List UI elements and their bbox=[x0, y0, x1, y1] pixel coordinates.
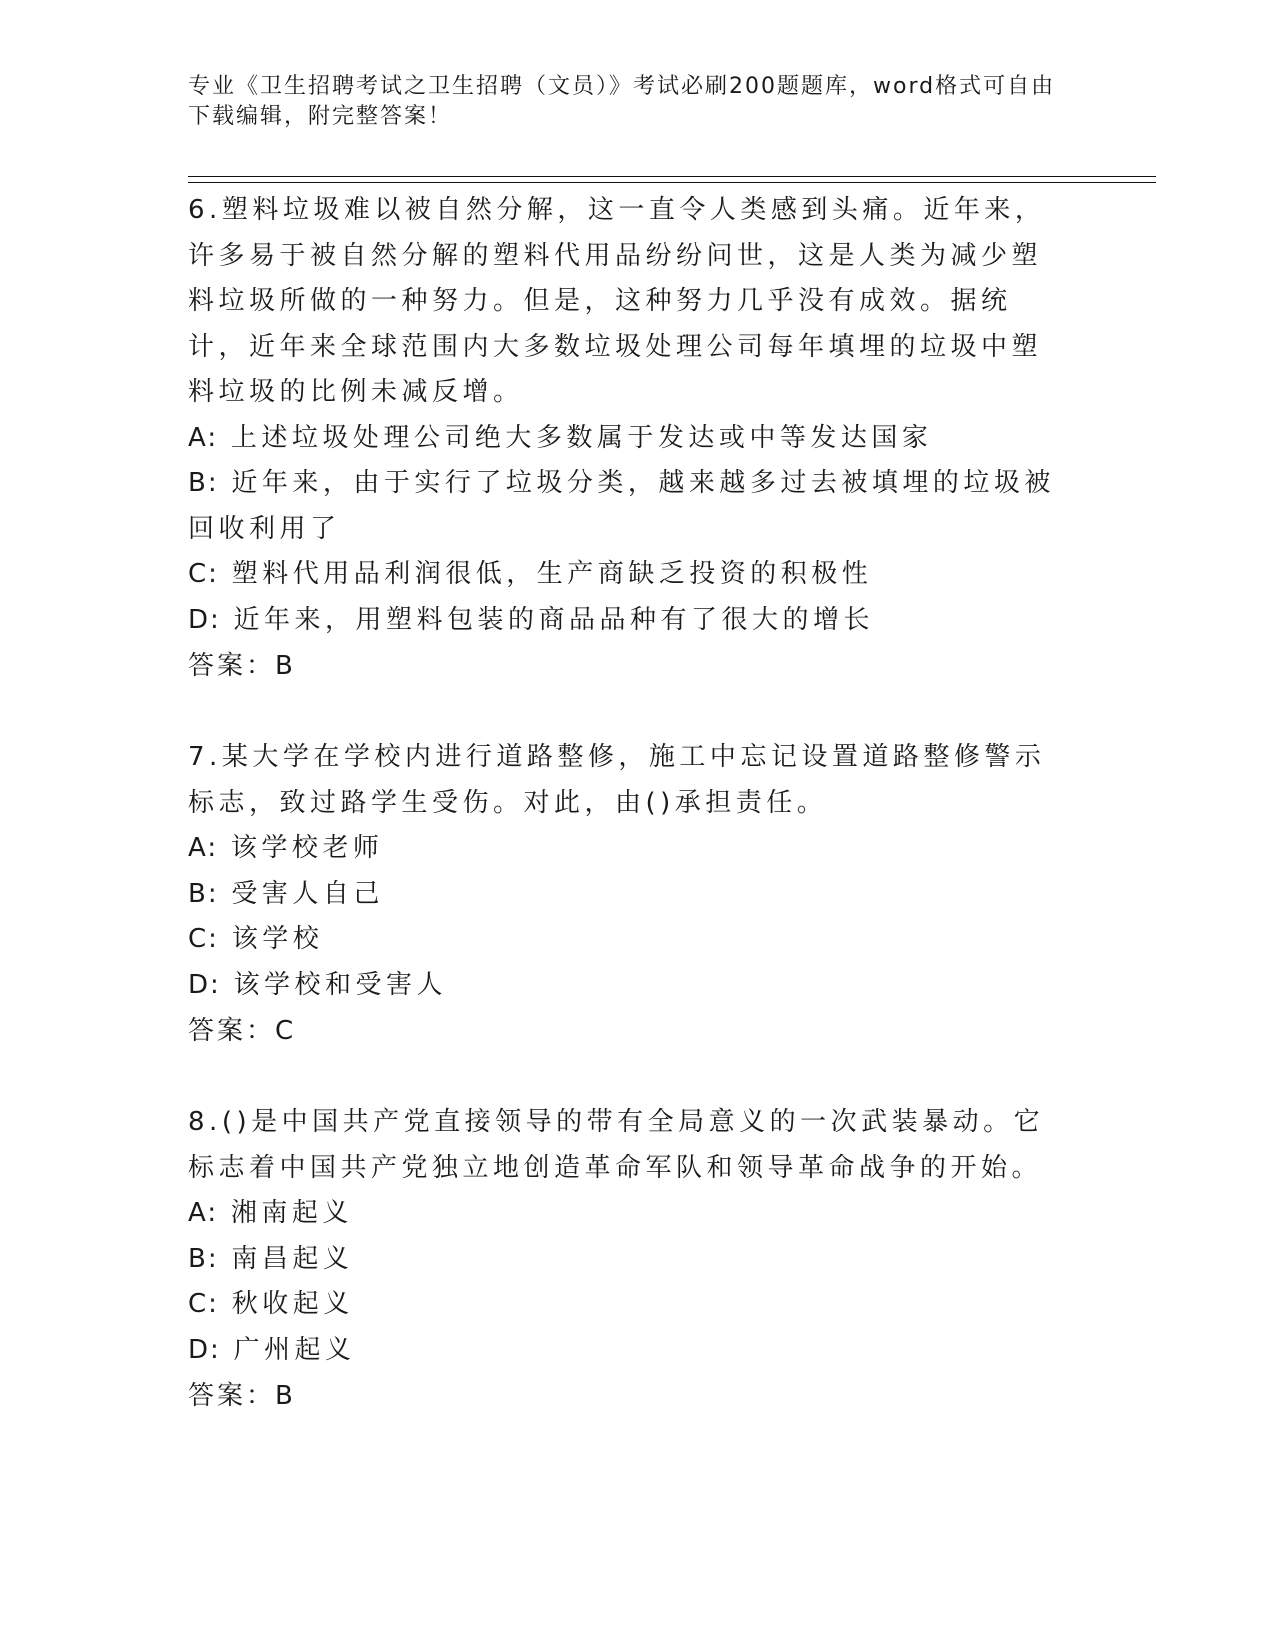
question-number: 6. bbox=[188, 195, 222, 225]
question-6 bbox=[188, 188, 1068, 689]
option-letter: C: bbox=[188, 559, 219, 589]
option-text: 该学校 bbox=[231, 924, 324, 954]
option-a bbox=[188, 416, 1068, 462]
question-8 bbox=[188, 1100, 1068, 1419]
option-letter: A: bbox=[188, 1198, 219, 1228]
option-letter: D: bbox=[188, 969, 221, 1000]
header-divider-bottom bbox=[188, 182, 1156, 183]
option-c bbox=[188, 1282, 1068, 1328]
question-number: 7. bbox=[188, 742, 222, 772]
option-text: 上述垃圾处理公司绝大多数属于发达或中等发达国家 bbox=[230, 422, 933, 453]
question-stem bbox=[188, 188, 1068, 416]
option-letter: B: bbox=[188, 468, 219, 498]
option-a bbox=[188, 1191, 1068, 1237]
option-letter: A: bbox=[188, 422, 219, 453]
option-letter: D: bbox=[188, 1334, 221, 1365]
answer-line: 答案：B bbox=[188, 1381, 296, 1411]
option-letter: B: bbox=[188, 1243, 219, 1274]
question-text: ()是中国共产党直接领导的带有全局意义的一次武装暴动。它标志着中国共产党独立地创造革命军队和领导革命战争的开始。 bbox=[188, 1107, 1045, 1183]
option-b bbox=[188, 872, 1068, 918]
option-text: 塑料代用品利润很低，生产商缺乏投资的积极性 bbox=[231, 559, 873, 589]
option-b bbox=[188, 1237, 1068, 1283]
option-text: 该学校和受害人 bbox=[233, 969, 448, 1000]
option-d bbox=[188, 1328, 1068, 1374]
question-number: 8. bbox=[188, 1107, 222, 1137]
header-title: 专业《卫生招聘考试之卫生招聘（文员）》考试必刷200题题库，word格式可自由下载编辑，附完整答案！ bbox=[188, 74, 1056, 129]
option-text: 秋收起义 bbox=[231, 1289, 354, 1319]
option-text: 湘南起义 bbox=[230, 1198, 353, 1228]
document-header bbox=[188, 72, 1068, 132]
option-text: 南昌起义 bbox=[231, 1243, 354, 1274]
option-text: 近年来，由于实行了垃圾分类，越来越多过去被填埋的垃圾被回收利用了 bbox=[188, 468, 1055, 544]
option-letter: B: bbox=[188, 878, 219, 909]
question-list bbox=[188, 188, 1068, 1465]
answer-line: 答案：C bbox=[188, 1016, 297, 1046]
question-text: 塑料垃圾难以被自然分解，这一直令人类感到头痛。近年来，许多易于被自然分解的塑料代用品纷纷问世，这是人类为减少塑料垃圾所做的一种努力。但是，这种努力几乎没有成效。据统计，近年来全球范围内大多数垃圾处理公司每年填埋的垃圾中塑料垃圾的比例未减反增。 bbox=[188, 195, 1046, 407]
option-a bbox=[188, 826, 1068, 872]
option-letter: C: bbox=[188, 1289, 219, 1319]
option-letter: C: bbox=[188, 924, 219, 954]
option-b bbox=[188, 461, 1068, 552]
option-letter: D: bbox=[188, 604, 221, 635]
question-stem bbox=[188, 1100, 1068, 1191]
answer-line: 答案：B bbox=[188, 651, 296, 681]
option-letter: A: bbox=[188, 833, 219, 863]
option-text: 受害人自己 bbox=[231, 878, 384, 909]
option-text: 该学校老师 bbox=[230, 833, 384, 863]
option-d bbox=[188, 598, 1068, 644]
question-text: 某大学在学校内进行道路整修，施工中忘记设置道路整修警示标志，致过路学生受伤。对此，由()承担责任。 bbox=[188, 742, 1046, 818]
option-text: 广州起义 bbox=[233, 1334, 356, 1365]
option-c bbox=[188, 552, 1068, 598]
option-text: 近年来，用塑料包装的商品品种有了很大的增长 bbox=[233, 604, 875, 635]
option-d bbox=[188, 963, 1068, 1009]
header-divider-top bbox=[188, 176, 1156, 177]
option-c bbox=[188, 917, 1068, 963]
question-stem bbox=[188, 735, 1068, 826]
question-7 bbox=[188, 735, 1068, 1054]
